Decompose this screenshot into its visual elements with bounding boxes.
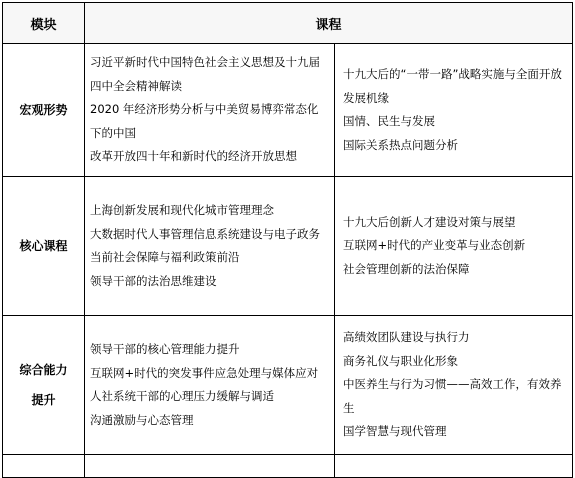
course-item: 国情、民生与发展 xyxy=(343,114,435,128)
course-item: 商务礼仪与职业化形象 xyxy=(343,353,458,368)
table-row xyxy=(3,177,573,316)
course-item: 改革开放四十年和新时代的经济开放思想 xyxy=(90,149,297,164)
course-item: 十九大后的“一带一路”战略实施与全面开放发展机缘 xyxy=(343,67,562,105)
module-core: 核心课程 xyxy=(3,177,85,316)
course-list-right xyxy=(335,316,573,455)
empty-cell xyxy=(3,455,85,478)
course-item: 中医养生与行为习惯——高效工作，有效养生 xyxy=(343,377,562,415)
course-table xyxy=(2,2,573,478)
course-item: 高绩效团队建设与执行力 xyxy=(343,330,470,345)
course-item: 习近平新时代中国特色社会主义思想及十九届四中全会精神解读 xyxy=(90,55,320,93)
header-module: 模块 xyxy=(3,3,85,44)
module-ability xyxy=(3,316,85,455)
course-item: 国学智慧与现代管理 xyxy=(343,424,447,439)
course-item: 社会管理创新的法治保障 xyxy=(343,261,470,276)
course-item: 领导干部的核心管理能力提升 xyxy=(90,342,240,356)
empty-cell xyxy=(335,455,573,478)
empty-cell xyxy=(85,455,335,478)
course-item: 十九大后创新人才建设对策与展望 xyxy=(343,214,516,229)
module-label-line1: 综合能力 xyxy=(19,363,68,377)
table-row xyxy=(3,44,573,177)
course-item: 大数据时代人事管理信息系统建设与电子政务 xyxy=(90,226,320,241)
module-macro: 宏观形势 xyxy=(3,44,85,177)
course-item: 领导干部的法治思维建设 xyxy=(90,273,217,288)
course-item: 上海创新发展和现代化城市管理理念 xyxy=(90,203,274,217)
course-item: 互联网+时代的产业变革与业态创新 xyxy=(343,238,526,253)
course-item: 2020 年经济形势分析与中美贸易博弈常态化下的中国 xyxy=(90,102,319,140)
table-row-empty xyxy=(3,455,573,478)
course-list-right xyxy=(335,177,573,316)
course-item: 互联网+时代的突发事件应急处理与媒体应对 xyxy=(90,365,319,380)
course-item: 沟通激励与心态管理 xyxy=(90,412,194,427)
course-list-left xyxy=(85,44,335,177)
course-list-left xyxy=(85,316,335,455)
course-list-right xyxy=(335,44,573,177)
header-course: 课程 xyxy=(85,3,573,44)
course-list-left xyxy=(85,177,335,316)
course-item: 当前社会保障与福利政策前沿 xyxy=(90,250,240,264)
course-item: 人社系统干部的心理压力缓解与调适 xyxy=(90,389,274,403)
header-row xyxy=(3,3,573,44)
course-item: 国际关系热点问题分析 xyxy=(343,137,458,152)
module-label-line2: 提升 xyxy=(31,393,56,407)
table-row xyxy=(3,316,573,455)
